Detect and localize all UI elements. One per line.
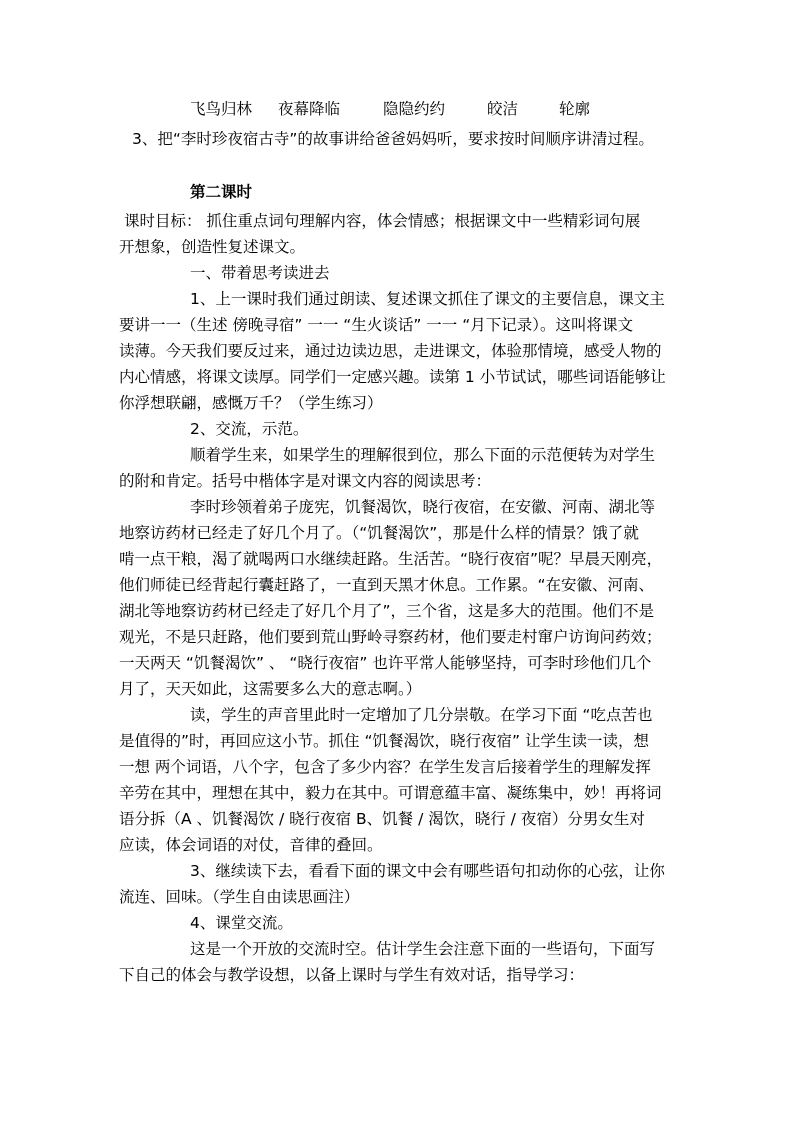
body-line: 湖北等地察访药材已经走了好几个月了”，三个省，这是多大的范围。他们不是: [119, 602, 655, 620]
section-title: 第二课时: [190, 183, 253, 201]
body-line: 李时珍领着弟子庞宪，饥餐渴饮，晓行夜宿，在安徽、河南、湖北等: [190, 498, 656, 516]
body-line: 应读，体会词语的对仗，音律的叠回。: [119, 836, 383, 854]
homework-item: 3、把“李时珍夜宿古寺”的故事讲给爸爸妈妈听，要求按时间顺序讲清过程。: [132, 130, 654, 148]
vocab-word: 飞鸟归林: [190, 100, 253, 118]
body-line: 4、课堂交流。: [190, 914, 293, 932]
body-line: 啃一点干粮，渴了就喝两口水继续赶路。生活苦。“晓行夜宿”呢？早晨天刚亮，: [119, 550, 663, 568]
vocab-word: 隐隐约约: [383, 100, 446, 118]
body-line: 你浮想联翩，感慨万千？（学生练习）: [119, 394, 383, 412]
body-line: 3、继续读下去，看看下面的课文中会有哪些语句扣动你的心弦，让你: [190, 862, 665, 880]
body-line: 的附和肯定。括号中楷体字是对课文内容的阅读思考：: [119, 472, 492, 490]
body-line: 顺着学生来，如果学生的理解很到位，那么下面的示范便转为对学生: [190, 446, 656, 464]
body-line: 要讲一一（生述 傍晚寻宿” 一一 “生火谈话” 一一 “月下记录）。这叫将课文: [119, 316, 634, 334]
body-line: 他们师徒已经背起行囊赶路了，一直到天黑才休息。工作累。“在安徽、河南、: [119, 576, 655, 594]
body-line: 读，学生的声音里此时一定增加了几分崇敬。在学习下面 “吃点苦也: [190, 706, 653, 724]
vocab-word: 夜幕降临: [278, 100, 341, 118]
vocab-word: 轮廓: [559, 100, 591, 118]
body-line: 1、上一课时我们通过朗读、复述课文抓住了课文的主要信息，课文主: [190, 290, 665, 308]
body-line: 2、交流，示范。: [190, 420, 309, 438]
body-line: 月了，天天如此，这需要多么大的意志啊。）: [119, 680, 422, 698]
body-line: 下自己的体会与教学设想，以备上课时与学生有效对话，指导学习：: [119, 966, 585, 984]
body-line: 课时目标： 抓住重点词句理解内容，体会情感；根据课文中一些精彩词句展: [124, 212, 641, 230]
vocab-word: 皎洁: [487, 100, 519, 118]
body-line: 这是一个开放的交流时空。估计学生会注意下面的一些语句，下面写: [190, 940, 656, 958]
body-line: 观光，不是只赶路，他们要到荒山野岭寻察药材，他们要走村窜户访询问药效；: [119, 628, 662, 646]
subheading: 一、带着思考读进去: [190, 264, 330, 282]
body-line: 地察访药材已经走了好几个月了。（“饥餐渴饮”，那是什么样的情景？饿了就: [119, 524, 639, 542]
body-line: 辛劳在其中，理想在其中，毅力在其中。可谓意蕴丰富、凝练集中，妙！再将词: [119, 784, 662, 802]
body-line: 读薄。今天我们要反过来，通过边读边思，走进课文，体验那情境，感受人物的: [119, 342, 662, 360]
body-line: 语分拆（A 、饥餐渴饮 / 晓行夜宿 B、饥餐 / 渴饮，晓行 / 夜宿）分男女生对: [119, 810, 645, 828]
body-line: 开想象，创造性复述课文。: [119, 238, 306, 256]
body-line: 流连、回味。（学生自由读思画注）: [119, 888, 360, 906]
body-line: 一想 两个词语，八个字，包含了多少内容？在学生发言后接着学生的理解发挥: [119, 758, 651, 776]
body-line: 一天两天 “饥餐渴饮” 、 “晓行夜宿” 也许平常人能够坚持，可李时珍他们几个: [119, 654, 652, 672]
body-line: 是值得的”时，再回应这小节。抓住 “饥餐渴饮，晓行夜宿” 让学生读一读，想: [119, 732, 649, 750]
body-line: 内心情感，将课文读厚。同学们一定感兴趣。读第 1 小节试试，哪些词语能够让: [119, 368, 666, 386]
